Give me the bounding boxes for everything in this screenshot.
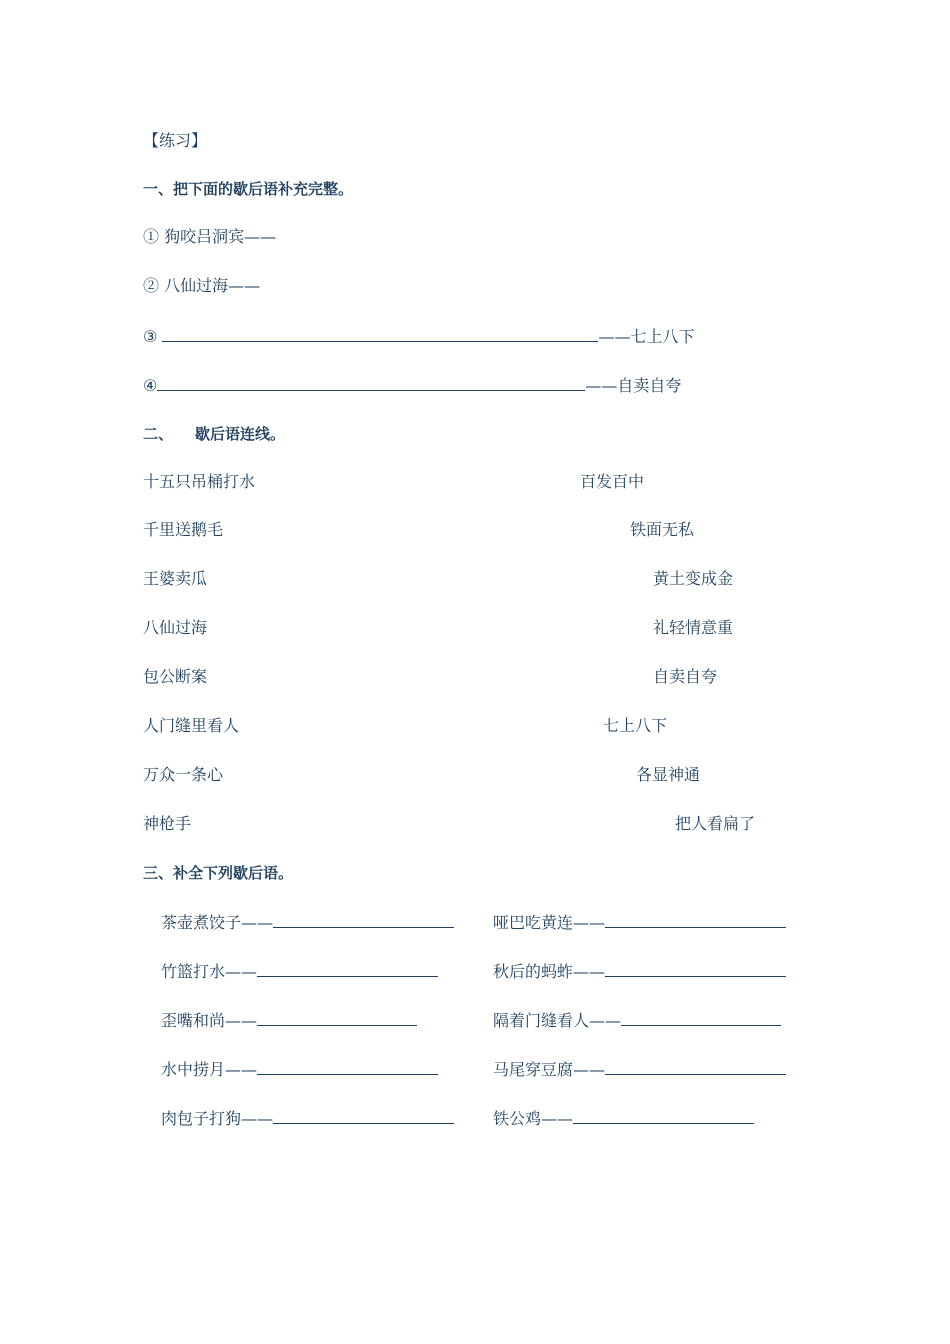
- match-right-item[interactable]: 黄土变成金: [653, 569, 734, 588]
- fill-prompt: 歪嘴和尚——: [161, 1011, 258, 1030]
- fill-prompt: 竹篮打水——: [161, 962, 258, 981]
- match-right-item[interactable]: 七上八下: [603, 716, 668, 735]
- answer-blank[interactable]: [605, 1058, 786, 1075]
- answer-blank[interactable]: [157, 374, 585, 391]
- match-right-item[interactable]: 百发百中: [580, 472, 645, 491]
- item-number: ③: [143, 327, 158, 346]
- answer-blank[interactable]: [257, 960, 438, 977]
- fill-prompt: 肉包子打狗——: [161, 1109, 274, 1128]
- answer-blank[interactable]: [573, 1107, 754, 1124]
- section2-title-number: 二、: [143, 425, 174, 443]
- match-left-item[interactable]: 包公断案: [143, 667, 208, 686]
- item-suffix: ——七上八下: [598, 327, 695, 346]
- match-left-item[interactable]: 千里送鹅毛: [143, 520, 224, 539]
- match-left-item[interactable]: 十五只吊桶打水: [143, 472, 256, 491]
- fill-item-right: [493, 1058, 786, 1080]
- section1-item-3: [143, 325, 694, 347]
- item-number: ①: [143, 227, 160, 246]
- fill-item-left: [161, 911, 454, 933]
- section1-item-2: [143, 276, 260, 296]
- fill-prompt: 秋后的蚂蚱——: [493, 962, 606, 981]
- fill-item-right: [493, 960, 786, 982]
- match-left-item[interactable]: 人门缝里看人: [143, 716, 240, 735]
- item-text: 狗咬吕洞宾——: [164, 227, 277, 246]
- exercise-heading: 【练习】: [143, 131, 208, 150]
- match-right-item[interactable]: 把人看扁了: [675, 814, 756, 833]
- fill-item-left: [161, 1009, 417, 1031]
- fill-item-right: [493, 1107, 754, 1129]
- item-number: ②: [143, 276, 160, 295]
- answer-blank[interactable]: [605, 911, 786, 928]
- fill-prompt: 铁公鸡——: [493, 1109, 574, 1128]
- match-left-item[interactable]: 八仙过海: [143, 618, 208, 637]
- match-right-item[interactable]: 铁面无私: [630, 520, 695, 539]
- item-number: ④: [143, 376, 158, 395]
- fill-prompt: 水中捞月——: [161, 1060, 258, 1079]
- item-suffix: ——自卖自夸: [585, 376, 682, 395]
- answer-blank[interactable]: [273, 911, 454, 928]
- match-left-item[interactable]: 神枪手: [143, 814, 192, 833]
- item-text: 八仙过海——: [164, 276, 261, 295]
- answer-blank[interactable]: [273, 1107, 454, 1124]
- fill-item-right: [493, 1009, 781, 1031]
- match-right-item[interactable]: 各显神通: [636, 765, 701, 784]
- answer-blank[interactable]: [621, 1009, 781, 1026]
- answer-blank[interactable]: [257, 1009, 417, 1026]
- match-left-item[interactable]: 王婆卖瓜: [143, 569, 208, 588]
- fill-prompt: 马尾穿豆腐——: [493, 1060, 606, 1079]
- section2-title-text: 歇后语连线。: [195, 425, 286, 443]
- answer-blank[interactable]: [162, 325, 598, 342]
- section1-title: 一、把下面的歇后语补充完整。: [143, 180, 354, 198]
- section1-item-1: [143, 227, 276, 247]
- section1-item-4: [143, 374, 681, 396]
- fill-prompt: 茶壶煮饺子——: [161, 913, 274, 932]
- fill-item-right: [493, 911, 786, 933]
- match-left-item[interactable]: 万众一条心: [143, 765, 224, 784]
- fill-item-left: [161, 1107, 454, 1129]
- fill-item-left: [161, 960, 438, 982]
- answer-blank[interactable]: [257, 1058, 438, 1075]
- match-right-item[interactable]: 自卖自夸: [653, 667, 718, 686]
- answer-blank[interactable]: [605, 960, 786, 977]
- section3-title: 三、补全下列歇后语。: [143, 864, 294, 882]
- fill-prompt: 隔着门缝看人——: [493, 1011, 622, 1030]
- fill-prompt: 哑巴吃黄连——: [493, 913, 606, 932]
- fill-item-left: [161, 1058, 438, 1080]
- match-right-item[interactable]: 礼轻情意重: [653, 618, 734, 637]
- section2-title: [143, 424, 285, 444]
